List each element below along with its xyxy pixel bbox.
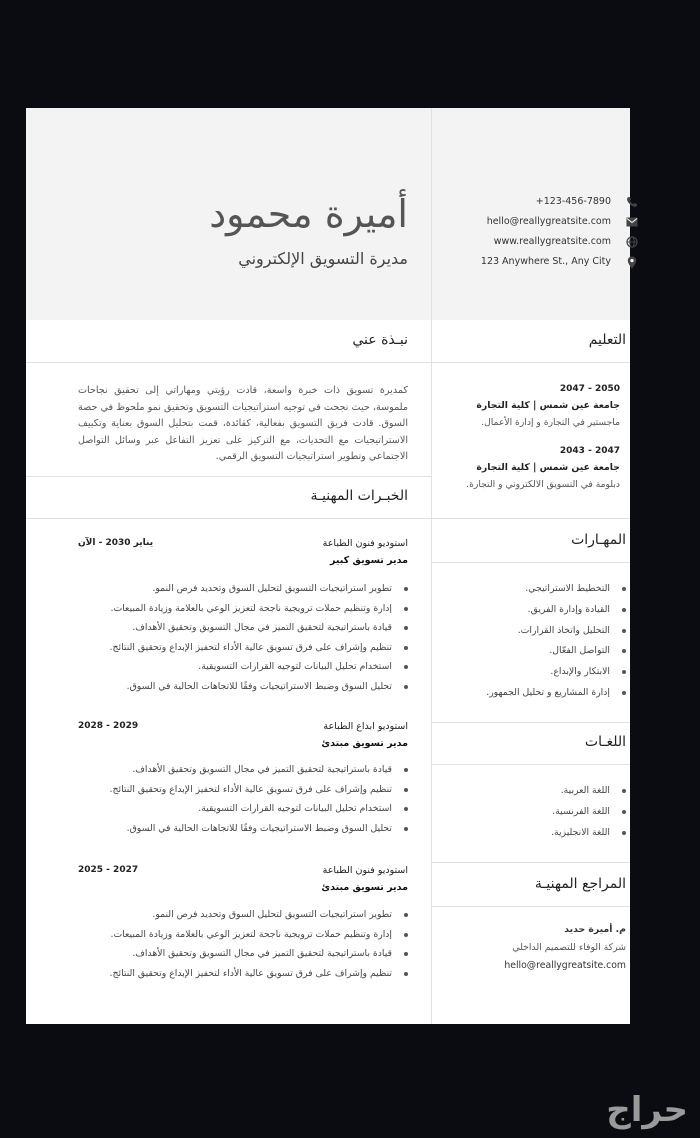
education-item — [458, 384, 628, 434]
list-item: تنظيم وإشراف على فرق تسويق عالية الأداء لتحفيز الإبداع وتحقيق النتائج. — [110, 641, 408, 661]
experience-item — [78, 865, 408, 985]
divider — [432, 562, 630, 563]
list-item: اللغة الانجليزية. — [551, 826, 626, 847]
list-item: اللغة العربية. — [551, 784, 626, 805]
globe-icon — [625, 235, 639, 249]
list-item: استخدام تحليل البيانات لتوجيه القرارات التسويقية. — [110, 660, 408, 680]
contact-phone — [487, 194, 637, 212]
divider — [432, 764, 630, 765]
divider — [432, 362, 630, 363]
divider — [26, 518, 431, 519]
reference-company: شركة الوفاء للتصميم الداخلي — [512, 942, 626, 953]
list-item: الابتكار والإبداع. — [486, 665, 626, 686]
job-date: 2028 - 2029 — [78, 721, 139, 731]
job-date: 2025 - 2027 — [78, 865, 139, 875]
contact-website — [487, 234, 637, 252]
company-name: استوديو فنون الطباعة — [322, 538, 408, 549]
list-item: إدارة وتنظيم حملات ترويجية ناجحة لتعزيز الوعي بالعلامة وزيادة المبيعات. — [110, 928, 408, 948]
list-item: تطوير استراتيجيات التسويق لتحليل السوق وتحديد فرص النمو. — [110, 582, 408, 602]
list-item: تحليل السوق وضبط الاستراتيجيات وفقًا للاتجاهات الحالية في السوق. — [110, 680, 408, 700]
education-degree: ماجستير في التجارة و إدارة الأعمال. — [481, 417, 620, 428]
list-item: إدارة المشاريع و تحليل الجمهور. — [486, 686, 626, 707]
education-heading: التعليم — [588, 332, 626, 348]
list-item: إدارة وتنظيم حملات ترويجية ناجحة لتعزيز الوعي بالعلامة وزيادة المبيعات. — [110, 602, 408, 622]
list-item: اللغة الفرنسية. — [551, 805, 626, 826]
languages-heading: اللغـات — [584, 734, 626, 750]
education-years: 2047 - 2050 — [559, 384, 620, 394]
contact-address — [480, 254, 637, 272]
about-text: كمديرة تسويق ذات خبرة واسعة، قادت رؤيتي ومهاراتي إلى تحقيق نجاحات ملموسة، حيث نجحت في توجيه استراتيجيات التسويق وتحقيق نمو ملحوظ في حصة السوق. قادت فريق التسويق بفعالية، كقائدة، قمت بتحليل السوق بعناية وتكييف الاستراتيجيات مع التحديات، مع التركيز على تعزيز التفاعل عبر وسائل التواصل الاجتماعي وتطوير استراتيجيات التسويق الرقمي. — [78, 385, 408, 462]
website-text: www.reallygreatsite.com — [493, 236, 611, 247]
list-item: التخطيط الاستراتيجي. — [486, 582, 626, 603]
person-name: أميرة محمود — [209, 192, 408, 236]
divider — [26, 362, 431, 363]
phone-text: +123-456-7890 — [535, 196, 611, 207]
experience-heading: الخبـرات المهنيـة — [310, 488, 408, 504]
watermark-logo: حراج — [606, 1090, 688, 1130]
education-school: جامعة عين شمس | كلية التجارة — [476, 400, 620, 411]
experience-item — [78, 721, 408, 841]
reference-name: م. أميرة حديد — [564, 924, 626, 935]
list-item: تنظيم وإشراف على فرق تسويق عالية الأداء لتحفيز الإبداع وتحقيق النتائج. — [110, 967, 408, 987]
location-icon — [625, 255, 639, 269]
list-item: استخدام تحليل البيانات لتوجيه القرارات التسويقية. — [110, 802, 408, 822]
list-item: قيادة باستراتيجية لتحقيق التميز في مجال التسويق وتحقيق الأهداف. — [110, 947, 408, 967]
email-text: hello@reallygreatsite.com — [486, 216, 611, 227]
divider — [432, 518, 630, 519]
list-item: قيادة باستراتيجية لتحقيق التميز في مجال التسويق وتحقيق الأهداف. — [110, 621, 408, 641]
languages-list — [551, 784, 626, 846]
skills-list — [486, 582, 626, 707]
job-date: يناير 2030 - الآن — [78, 538, 154, 548]
divider — [432, 862, 630, 863]
about-heading: نبـذة عني — [352, 332, 408, 348]
divider — [432, 906, 630, 907]
list-item: تنظيم وإشراف على فرق تسويق عالية الأداء لتحفيز الإبداع وتحقيق النتائج. — [110, 783, 408, 803]
company-name: استوديو ابداع الطباعة — [323, 721, 408, 732]
divider — [26, 476, 431, 477]
experience-item — [78, 538, 408, 698]
references-heading: المراجع المهنيـة — [534, 876, 626, 892]
phone-icon — [625, 195, 639, 209]
job-role: مدير تسويق مبتدئ — [321, 882, 408, 893]
skills-heading: المهـارات — [571, 532, 626, 548]
job-bullets — [110, 763, 408, 841]
list-item: تحليل السوق وضبط الاستراتيجيات وفقًا للاتجاهات الحالية في السوق. — [110, 822, 408, 842]
job-title: مديرة التسويق الإلكتروني — [238, 249, 408, 268]
job-role: مدير تسويق مبتدئ — [321, 738, 408, 749]
contact-email — [487, 214, 637, 232]
divider — [432, 722, 630, 723]
resume-sheet — [26, 108, 630, 1024]
list-item: تطوير استراتيجيات التسويق لتحليل السوق وتحديد فرص النمو. — [110, 908, 408, 928]
company-name: استوديو فنون الطباعة — [322, 865, 408, 876]
list-item: التواصل الفعّال. — [486, 644, 626, 665]
list-item: التحليل واتخاذ القرارات. — [486, 624, 626, 645]
column-divider — [431, 108, 432, 1024]
education-school: جامعة عين شمس | كلية التجارة — [476, 462, 620, 473]
email-icon — [625, 215, 639, 229]
reference-email: hello@reallygreatsite.com — [504, 960, 626, 971]
address-text: 123 Anywhere St., Any City — [480, 256, 611, 267]
education-degree: دبلومة في التسويق الالكتروني و التجارة. — [466, 479, 620, 490]
list-item: القيادة وإدارة الفريق. — [486, 603, 626, 624]
list-item: قيادة باستراتيجية لتحقيق التميز في مجال التسويق وتحقيق الأهداف. — [110, 763, 408, 783]
job-bullets — [110, 582, 408, 700]
education-item — [458, 446, 628, 496]
job-role: مدير تسويق كبير — [330, 555, 408, 566]
education-years: 2043 - 2047 — [559, 446, 620, 456]
job-bullets — [110, 908, 408, 986]
